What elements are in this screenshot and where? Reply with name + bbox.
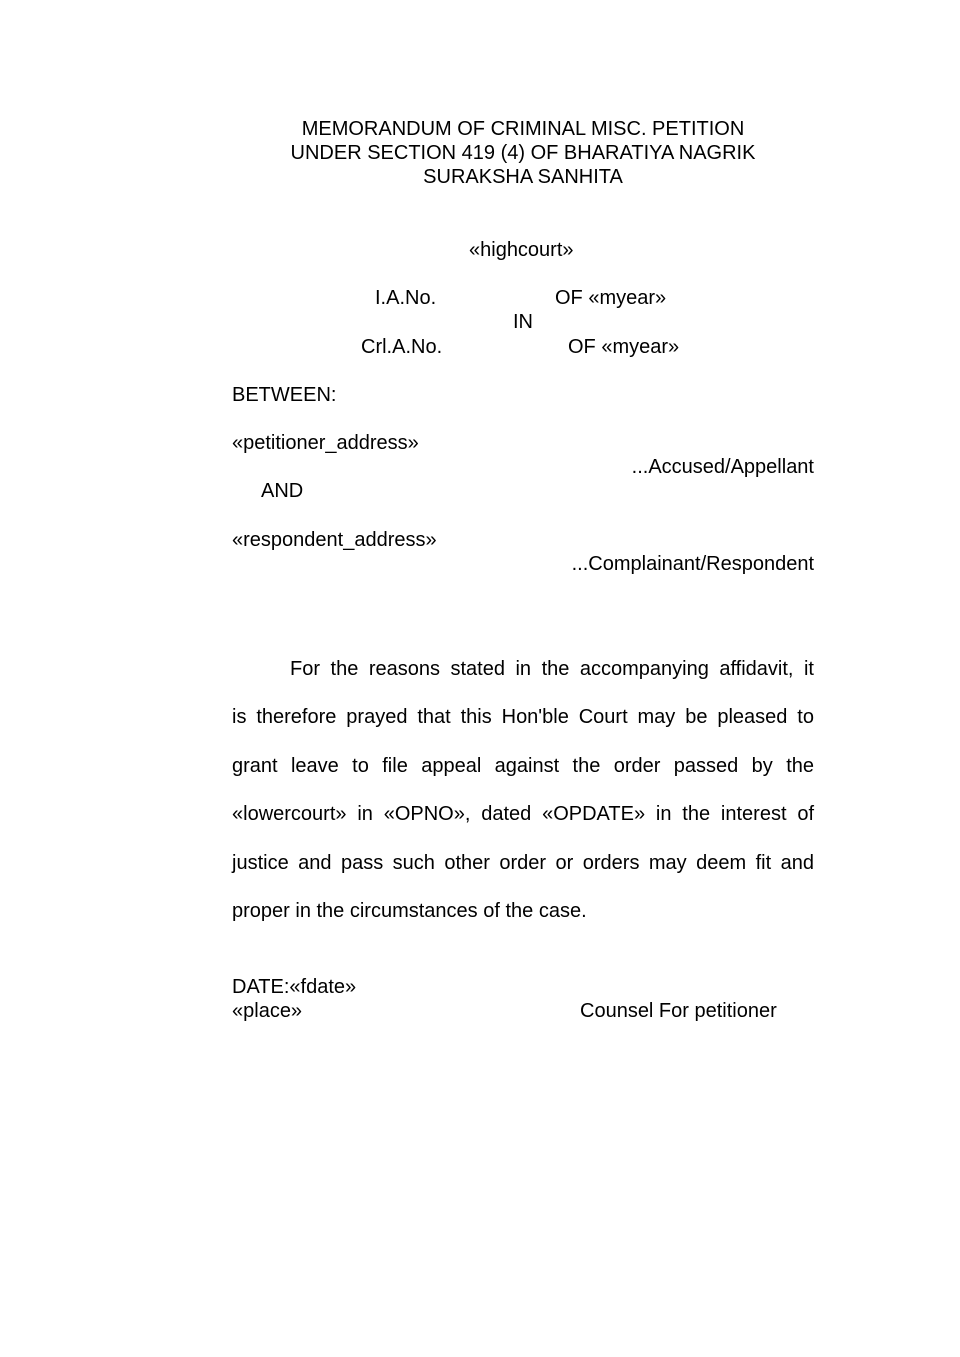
between-label: BETWEEN:	[232, 384, 337, 406]
respondent-role: ...Complainant/Respondent	[571, 553, 814, 575]
title-line-1: MEMORANDUM OF CRIMINAL MISC. PETITION	[301, 118, 745, 140]
petitioner-role: ...Accused/Appellant	[631, 456, 814, 478]
prayer-line: is therefore prayed that this Hon'ble Court may be pleased to	[232, 706, 814, 729]
title-line-3: SURAKSHA SANHITA	[423, 166, 623, 188]
prayer-line: grant leave to file appeal against the order passed by the	[232, 754, 814, 777]
prayer-line: For the reasons stated in the accompanying affidavit, it	[290, 658, 814, 680]
petitioner-address: «petitioner_address»	[232, 432, 419, 454]
crl-year: OF «myear»	[568, 336, 680, 358]
document-title	[232, 117, 814, 189]
respondent-address: «respondent_address»	[232, 529, 437, 551]
ia-year: OF «myear»	[555, 287, 667, 309]
prayer-line: proper in the circumstances of the case.	[232, 899, 587, 922]
place-field: «place»	[232, 1000, 303, 1022]
crl-number-label: Crl.A.No.	[361, 336, 443, 358]
date-field: DATE:«fdate»	[232, 976, 357, 998]
and-label: AND	[261, 480, 304, 502]
counsel-signature: Counsel For petitioner	[580, 1000, 777, 1022]
court-name: «highcourt»	[469, 239, 574, 261]
prayer-line: «lowercourt» in «OPNO», dated «OPDATE» in the interest of	[232, 803, 814, 826]
prayer-line: justice and pass such other order or orders may deem fit and	[232, 851, 814, 874]
ia-number-label: I.A.No.	[375, 287, 437, 309]
prayer-paragraph	[232, 645, 814, 935]
title-line-2: UNDER SECTION 419 (4) OF BHARATIYA NAGRIK	[290, 142, 756, 164]
in-label: IN	[513, 311, 533, 333]
